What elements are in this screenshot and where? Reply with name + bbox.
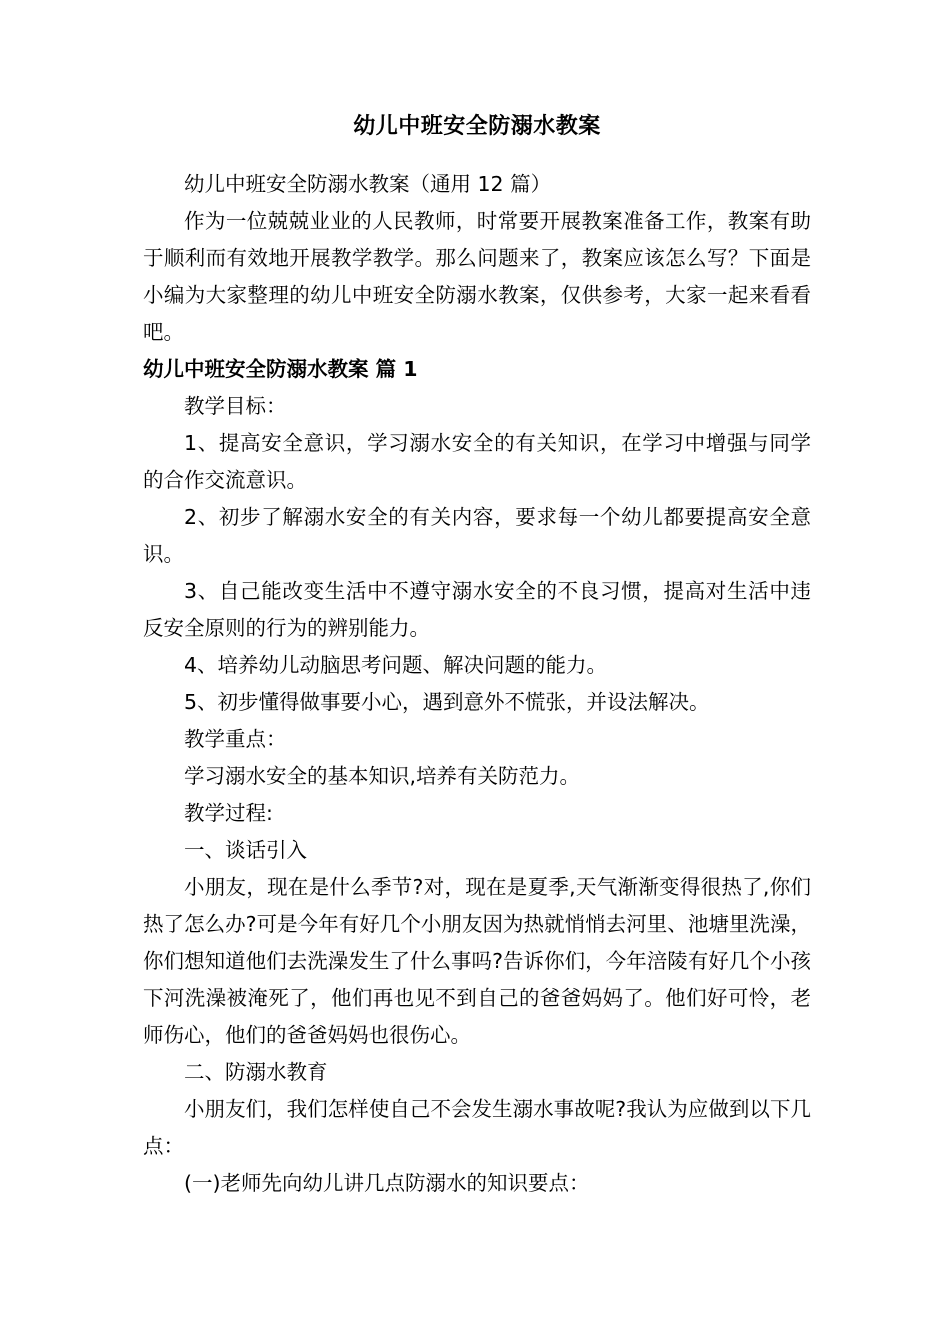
document-subtitle: 幼儿中班安全防溺水教案（通用 12 篇） — [184, 172, 552, 196]
keypoint-label: 教学重点： — [184, 727, 287, 751]
step-2-label: 二、防溺水教育 — [184, 1060, 328, 1084]
goal-item-1: 1、提高安全意识，学习溺水安全的有关知识，在学习中增强与同学的合作交流意识。 — [143, 431, 811, 492]
step-1-label: 一、谈话引入 — [184, 838, 307, 862]
goal-item-3: 3、自己能改变生活中不遵守溺水安全的不良习惯，提高对生活中违反安全原则的行为的辨别能力。 — [143, 579, 811, 640]
process-label: 教学过程: — [184, 801, 273, 825]
document-body — [143, 110, 811, 1202]
goal-item-4: 4、培养幼儿动脑思考问题、解决问题的能力。 — [184, 653, 608, 677]
step-2-sub-1: (一)老师先向幼儿讲几点防溺水的知识要点： — [184, 1171, 590, 1195]
step-1-text: 小朋友，现在是什么季节?对，现在是夏季,天气渐渐变得很热了,你们热了怎么办?可是今年有好几个小朋友因为热就悄悄去河里、池塘里洗澡，你们想知道他们去洗澡发生了什么事吗?告诉你们，今年涪陵有好几个小孩下河洗澡被淹死了，他们再也见不到自己的爸爸妈妈了。他们好可怜，老师伤心，他们的爸爸妈妈也很伤心。 — [143, 875, 811, 1047]
goals-label: 教学目标： — [184, 394, 287, 418]
section-heading: 幼儿中班安全防溺水教案 篇 1 — [143, 357, 418, 381]
step-2-text: 小朋友们，我们怎样使自己不会发生溺水事故呢?我认为应做到以下几点： — [143, 1097, 811, 1158]
goal-item-2: 2、初步了解溺水安全的有关内容，要求每一个幼儿都要提高安全意识。 — [143, 505, 811, 566]
document-title: 幼儿中班安全防溺水教案 — [353, 114, 601, 139]
intro-paragraph: 作为一位兢兢业业的人民教师，时常要开展教案准备工作，教案有助于顺利而有效地开展教学教学。那么问题来了，教案应该怎么写？下面是小编为大家整理的幼儿中班安全防溺水教案，仅供参考，大家一起来看看吧。 — [143, 209, 811, 344]
goal-item-5: 5、初步懂得做事要小心，遇到意外不慌张，并设法解决。 — [184, 690, 710, 714]
keypoint-text: 学习溺水安全的基本知识,培养有关防范力。 — [184, 764, 581, 788]
